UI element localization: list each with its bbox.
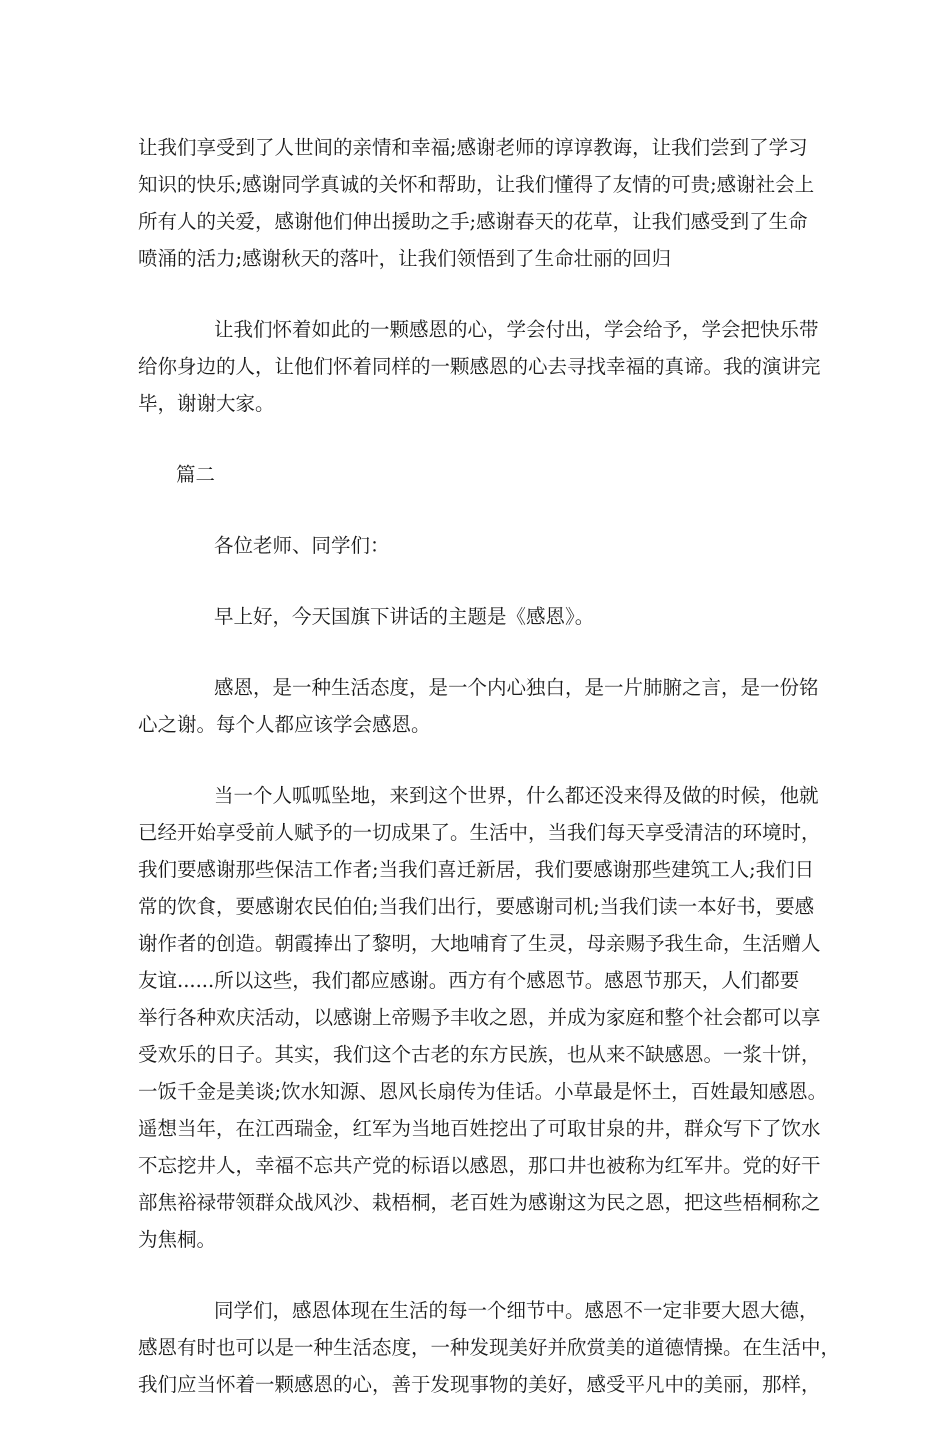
paragraph-line: 感恩，是一种生活态度，是一个内心独白，是一片肺腑之言，是一份铭 — [214, 676, 819, 699]
section-heading: 篇二 — [176, 463, 216, 486]
paragraph-line: 知识的快乐;感谢同学真诚的关怀和帮助，让我们懂得了友情的可贵;感谢社会上 — [138, 173, 815, 196]
paragraph-line: 为焦桐。 — [138, 1228, 217, 1251]
paragraph-line: 我们要感谢那些保洁工作者;当我们喜迁新居，我们要感谢那些建筑工人;我们日 — [138, 858, 815, 881]
paragraph — [138, 129, 828, 277]
paragraph-line: 受欢乐的日子。其实，我们这个古老的东方民族，也从来不缺感恩。一浆十饼， — [138, 1043, 821, 1066]
paragraph-line: 部焦裕禄带领群众战风沙、栽梧桐，老百姓为感谢这为民之恩，把这些梧桐称之 — [138, 1191, 821, 1214]
paragraph — [138, 598, 828, 635]
paragraph-line: 遥想当年，在江西瑞金，红军为当地百姓挖出了可取甘泉的井，群众写下了饮水 — [138, 1117, 821, 1140]
document-body-part-2 — [138, 527, 841, 1403]
paragraph-line: 常的饮食，要感谢农民伯伯;当我们出行，要感谢司机;当我们读一本好书，要感 — [138, 895, 815, 918]
paragraph-line: 各位老师、同学们： — [214, 534, 390, 557]
paragraph-line: 感恩有时也可以是一种生活态度，一种发现美好并欣赏美的道德情操。在生活中， — [138, 1336, 841, 1359]
paragraph — [138, 1292, 841, 1403]
paragraph — [138, 311, 828, 422]
paragraph — [138, 777, 828, 1258]
document-body-part-1 — [138, 129, 828, 422]
paragraph-line: 友谊......所以这些，我们都应感谢。西方有个感恩节。感恩节那天，人们都要 — [138, 969, 800, 992]
paragraph-line: 同学们，感恩体现在生活的每一个细节中。感恩不一定非要大恩大德， — [214, 1299, 819, 1322]
paragraph-line: 一饭千金是美谈;饮水知源、恩风长扇传为佳话。小草最是怀土，百姓最知感恩。 — [138, 1080, 828, 1103]
paragraph-line: 给你身边的人，让他们怀着同样的一颗感恩的心去寻找幸福的真谛。我的演讲完 — [138, 355, 821, 378]
paragraph-line: 让我们怀着如此的一颗感恩的心，学会付出，学会给予，学会把快乐带 — [214, 318, 819, 341]
paragraph-line: 当一个人呱呱坠地，来到这个世界，什么都还没来得及做的时候，他就 — [214, 784, 819, 807]
paragraph-line: 让我们享受到了人世间的亲情和幸福;感谢老师的谆谆教诲，让我们尝到了学习 — [138, 136, 808, 159]
paragraph-line: 我们应当怀着一颗感恩的心，善于发现事物的美好，感受平凡中的美丽，那样， — [138, 1373, 821, 1396]
paragraph-line: 举行各种欢庆活动，以感谢上帝赐予丰收之恩，并成为家庭和整个社会都可以享 — [138, 1006, 821, 1029]
paragraph-line: 谢作者的创造。朝霞捧出了黎明，大地哺育了生灵，母亲赐予我生命，生活赠人 — [138, 932, 821, 955]
paragraph-line: 所有人的关爱，感谢他们伸出援助之手;感谢春天的花草，让我们感受到了生命 — [138, 210, 808, 233]
paragraph-line: 已经开始享受前人赋予的一切成果了。生活中，当我们每天享受清洁的环境时， — [138, 821, 821, 844]
paragraph — [138, 527, 828, 564]
paragraph-line: 毕，谢谢大家。 — [138, 392, 275, 415]
paragraph-line: 不忘挖井人，幸福不忘共产党的标语以感恩，那口井也被称为红军井。党的好干 — [138, 1154, 821, 1177]
document-page — [138, 129, 841, 1437]
paragraph-line: 早上好，今天国旗下讲话的主题是《感恩》。 — [214, 605, 595, 628]
paragraph-line: 心之谢。每个人都应该学会感恩。 — [138, 713, 431, 736]
paragraph — [138, 669, 828, 743]
paragraph-line: 喷涌的活力;感谢秋天的落叶，让我们领悟到了生命壮丽的回归 — [138, 247, 672, 270]
